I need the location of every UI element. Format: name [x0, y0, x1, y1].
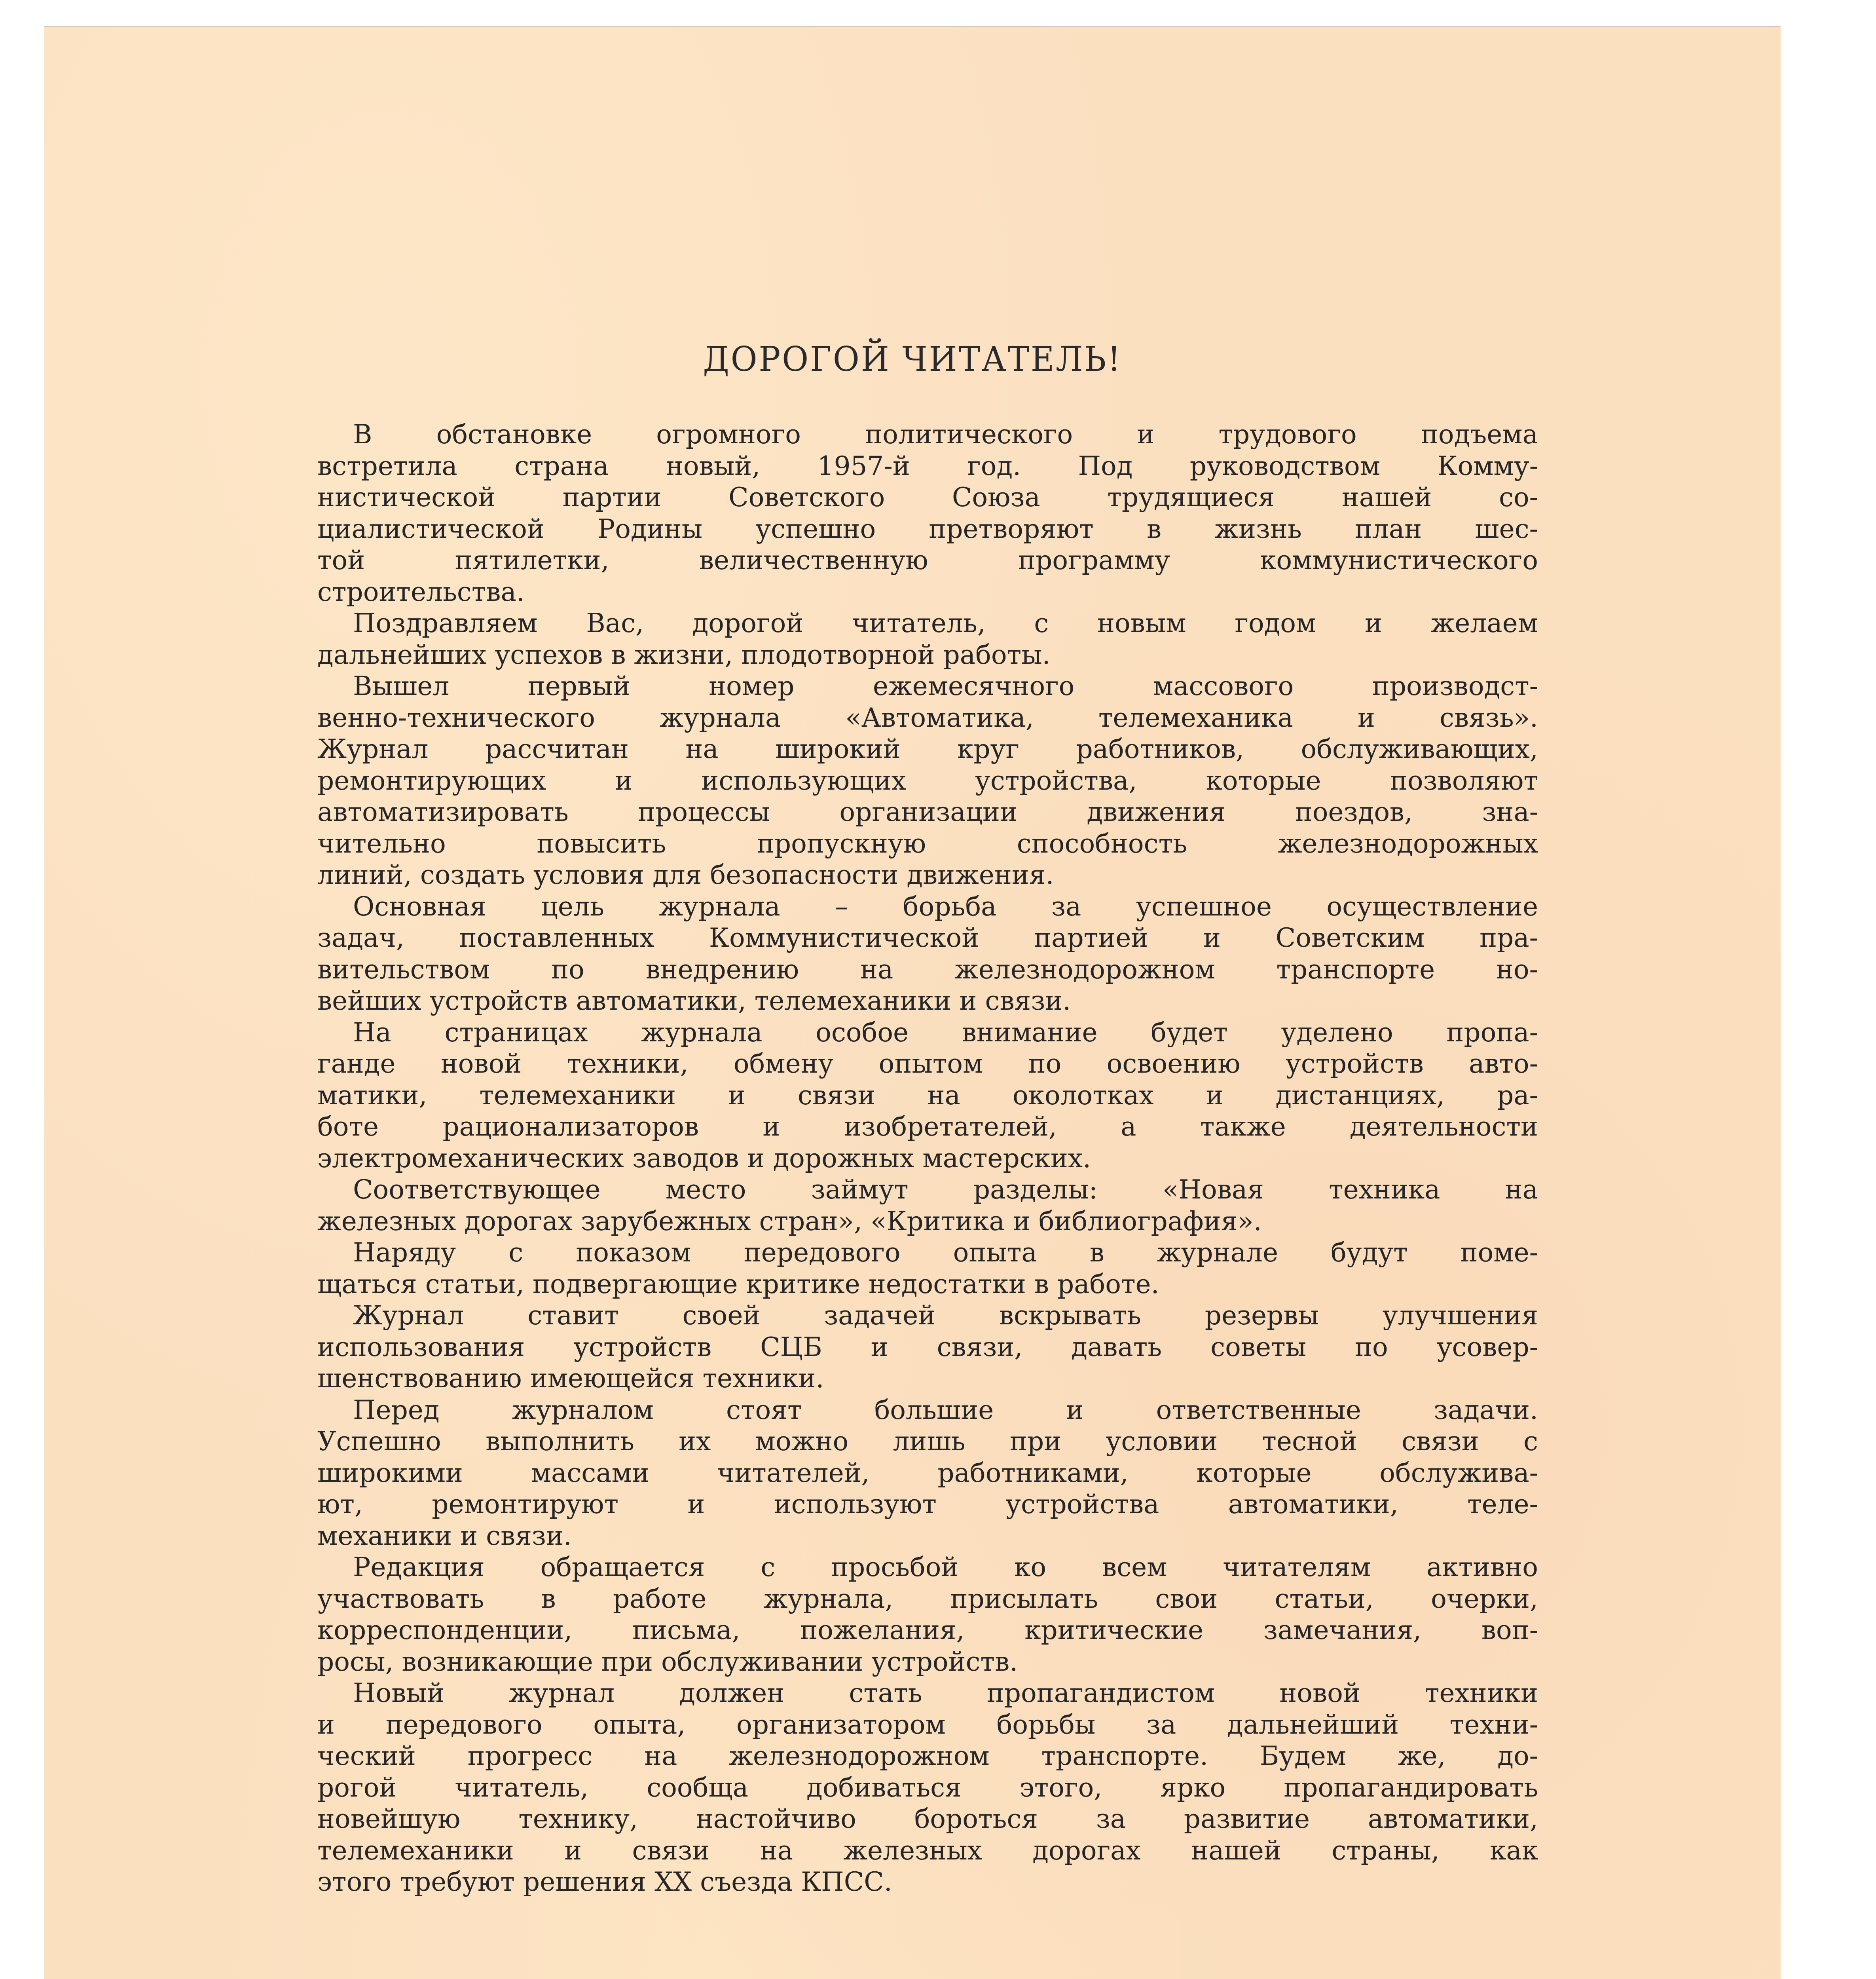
text-line: новейшую технику, настойчиво бороться за развитие автоматики,: [317, 1804, 1538, 1834]
text-line: линий, создать условия для безопасности движения.: [317, 860, 1054, 890]
paragraph: [317, 1677, 1538, 1898]
text-line: ют, ремонтируют и используют устройства автоматики, теле-: [317, 1489, 1538, 1519]
text-line: росы, возникающие при обслуживании устройств.: [317, 1646, 1018, 1677]
text-line: Вышел первый номер ежемесячного массового производст-: [353, 671, 1538, 701]
text-line: автоматизировать процессы организации движения поездов, зна-: [317, 797, 1538, 827]
paragraph: [317, 608, 1538, 670]
paragraph: [317, 1017, 1538, 1174]
text-line: и передового опыта, организатором борьбы за дальнейший техни-: [317, 1709, 1538, 1740]
text-line: широкими массами читателей, работниками, которые обслужива-: [317, 1457, 1538, 1488]
paragraph: [317, 1174, 1538, 1237]
text-line: этого требуют решения XX съезда КПСС.: [317, 1867, 892, 1897]
text-line: матики, телемеханики и связи на околотках и дистанциях, ра-: [317, 1080, 1538, 1111]
paragraph: [317, 419, 1538, 608]
document-title: ДОРОГОЙ ЧИТАТЕЛЬ!: [703, 340, 1122, 379]
text-line: использования устройств СЦБ и связи, давать советы по усовер-: [317, 1331, 1538, 1362]
text-line: задач, поставленных Коммунистической партией и Советским пра-: [317, 923, 1538, 953]
text-line: венно-технического журнала «Автоматика, телемеханика и связь».: [317, 702, 1538, 733]
text-line: На страницах журнала особое внимание будет уделено пропа-: [353, 1017, 1538, 1048]
text-line: Поздравляем Вас, дорогой читатель, с новым годом и желаем: [353, 608, 1538, 638]
text-line: железных дорогах зарубежных стран», «Критика и библиография».: [317, 1206, 1262, 1236]
paragraph: [317, 1394, 1538, 1552]
text-line: участвовать в работе журнала, присылать свои статьи, очерки,: [317, 1583, 1538, 1614]
text-line: той пятилетки, величественную программу коммунистического: [317, 545, 1538, 575]
text-line: циалистической Родины успешно претворяют в жизнь план шес-: [317, 513, 1538, 544]
text-line: Новый журнал должен стать пропагандистом новой техники: [353, 1678, 1538, 1708]
paper-sheet: [44, 27, 1781, 1979]
text-line: строительства.: [317, 576, 525, 607]
text-line: Основная цель журнала – борьба за успешное осуществление: [353, 891, 1538, 922]
text-line: встретила страна новый, 1957-й год. Под руководством Комму-: [317, 450, 1538, 481]
paragraph: [317, 670, 1538, 891]
paragraph: [317, 1552, 1538, 1677]
text-line: Редакция обращается с просьбой ко всем читателям активно: [353, 1552, 1538, 1582]
text-line: Успешно выполнить их можно лишь при условии тесной связи с: [317, 1426, 1538, 1457]
text-line: Журнал ставит своей задачей вскрывать резервы улучшения: [353, 1300, 1538, 1331]
text-line: механики и связи.: [317, 1520, 572, 1551]
paragraph: [317, 1300, 1538, 1394]
text-line: рогой читатель, сообща добиваться этого, ярко пропагандировать: [317, 1772, 1538, 1803]
text-line: Перед журналом стоят большие и ответственные задачи.: [353, 1394, 1538, 1425]
text-line: Журнал рассчитан на широкий круг работников, обслуживающих,: [317, 734, 1538, 764]
text-line: ческий прогресс на железнодорожном транспорте. Будем же, до-: [317, 1741, 1538, 1771]
text-line: Соответствующее место займут разделы: «Новая техника на: [353, 1174, 1538, 1205]
text-line: ремонтирующих и использующих устройства, которые позволяют: [317, 765, 1538, 796]
text-line: ганде новой техники, обмену опытом по освоению устройств авто-: [317, 1048, 1538, 1079]
text-line: вительством по внедрению на железнодорожном транспорте но-: [317, 954, 1538, 985]
text-line: шенствованию имеющейся техники.: [317, 1363, 824, 1394]
text-line: вейших устройств автоматики, телемеханики и связи.: [317, 986, 1071, 1016]
text-line: корреспонденции, письма, пожелания, критические замечания, воп-: [317, 1615, 1538, 1645]
text-line: дальнейших успехов в жизни, плодотворной работы.: [317, 639, 1051, 670]
text-line: боте рационализаторов и изобретателей, а также деятельности: [317, 1111, 1538, 1142]
text-line: Наряду с показом передового опыта в журнале будут поме-: [353, 1237, 1538, 1268]
text-line: щаться статьи, подвергающие критике недостатки в работе.: [317, 1269, 1159, 1299]
text-line: В обстановке огромного политического и трудового подъема: [353, 419, 1538, 450]
text-line: чительно повысить пропускную способность железнодорожных: [317, 828, 1538, 859]
letter-body: [317, 419, 1538, 1898]
paragraph: [317, 1237, 1538, 1300]
paragraph: [317, 891, 1538, 1017]
text-line: телемеханики и связи на железных дорогах нашей страны, как: [317, 1835, 1538, 1866]
text-line: электромеханических заводов и дорожных мастерских.: [317, 1143, 1091, 1174]
text-line: нистической партии Советского Союза трудящиеся нашей со-: [317, 482, 1538, 513]
